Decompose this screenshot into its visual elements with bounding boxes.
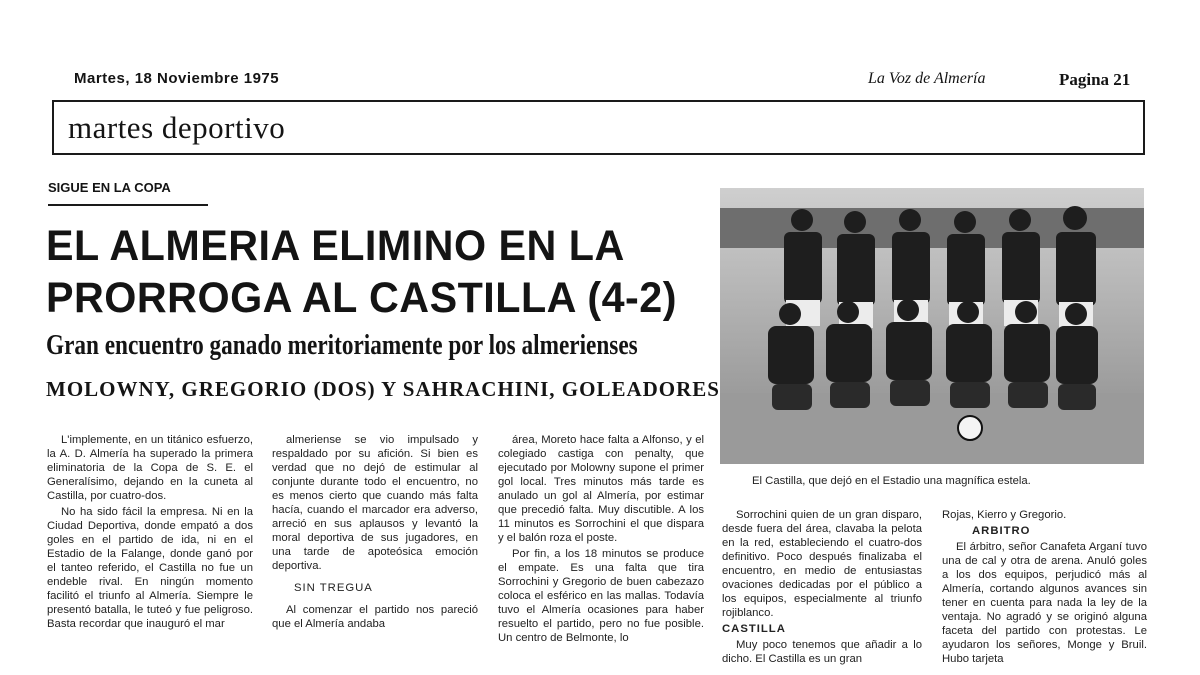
paragraph: área, Moreto hace falta a Alfonso, y el colegiado castiga con penalty, que ejecutado por Molowny supone el primer gol local. Tres minutos más tarde es anulado un gol al Almería, por estimar que precedió falta. Muy discutible. A los 11 minutos es Sorrochini el que dispara y el balón roza el poste.: [498, 434, 704, 544]
paragraph: El árbitro, señor Canafeta Arganí tuvo una de cal y otra de arena. Anuló goles a los dos equipos, perjudicó más al Almería, cortando algunos avances sin tener en cuenta para nada la ley de la ventaja. No agradó y se originó alguna faceta del partido con protestas. Le ayudaron los señores, Monge y Bruil. Hubo tarjeta: [942, 541, 1147, 665]
paragraph: almeriense se vio impulsado y respaldado por su afición. Si bien es verdad que no dejó de estimular al conjunte durante todo el encuentro, no es menos cierto que cuando más falta hacía, cuando el marcador era adverso, arreció en sus aplausos y levantó la moral deportiva de sus jugadores, en una tarde de apoteósica emoción deportiva.: [272, 434, 478, 572]
team-photo-image: [720, 188, 1144, 464]
subheadline: Gran encuentro ganado meritoriamente por los almerienses: [46, 330, 638, 361]
issue-date: Martes, 18 Noviembre 1975: [74, 70, 280, 87]
headline-line-1: EL ALMERIA ELIMINO EN LA: [46, 222, 625, 270]
kicker-rule: [48, 204, 208, 206]
page-number: Pagina 21: [1059, 70, 1131, 89]
article-column-2: [272, 433, 478, 633]
paragraph: L'implemente, en un titánico esfuerzo, la A. D. Almería ha superado la primera eliminatoria de la Copa de S. E. el Generalísimo, dejando en la cuneta al Castilla, por cuatro-dos.: [47, 434, 253, 502]
section-title: martes deportivo: [68, 110, 286, 145]
article-column-5: [942, 508, 1147, 668]
article-column-4: [722, 508, 922, 668]
photo-caption: El Castilla, que dejó en el Estadio una magnífica estela.: [752, 475, 1031, 487]
article-column-3: [498, 433, 704, 647]
article-column-1: [47, 433, 253, 633]
headline-line-2: PRORROGA AL CASTILLA (4-2): [46, 274, 677, 322]
column-subtitle: CASTILLA: [722, 623, 786, 635]
paragraph: Sorrochini quien de un gran disparo, desde fuera del área, clavaba la pelota en la red, estableciendo el cuatro-dos definitivo. Poco después finalizaba el encuentro, en medio de entusiastas ovaciones dedicadas por el público a los equipos, especialmente al triunfo rojiblanco.: [722, 509, 922, 619]
paragraph: Rojas, Kierro y Gregorio.: [942, 509, 1067, 521]
column-subtitle: SIN TREGUA: [294, 582, 373, 594]
newspaper-name: La Voz de Almería: [868, 70, 986, 87]
football-icon: [958, 416, 982, 440]
paragraph: Por fin, a los 18 minutos se produce el empate. Es una falta que tira Sorrochini y Gregorio de buen cabezazo coloca el esférico en las mallas. Todavía tuvo el Almería ocasiones para haber resuelto el partido, pero no fue posible. Un centro de Belmonte, lo: [498, 548, 704, 644]
column-subtitle: ARBITRO: [972, 525, 1031, 537]
paragraph: No ha sido fácil la empresa. Ni en la Ciudad Deportiva, donde empató a dos goles en el partido de ida, ni en el Estadio de la Falange, donde ganó por el tanteo referido, el Castilla no fue un endeble rival. En ningún momento facilitó el triunfo al Almería. Siempre le presentó batalla, le tuteó y fue peligroso. Basta recordar que inauguró el mar: [47, 506, 253, 630]
paragraph: Muy poco tenemos que añadir a lo dicho. El Castilla es un gran: [722, 639, 922, 665]
paragraph: Al comenzar el partido nos pareció que el Almería andaba: [272, 604, 478, 630]
kicker: SIGUE EN LA COPA: [48, 180, 171, 195]
team-photo: [720, 188, 1144, 464]
scorers-line: MOLOWNY, GREGORIO (DOS) Y SAHRACHINI, GOLEADORES: [46, 377, 720, 401]
